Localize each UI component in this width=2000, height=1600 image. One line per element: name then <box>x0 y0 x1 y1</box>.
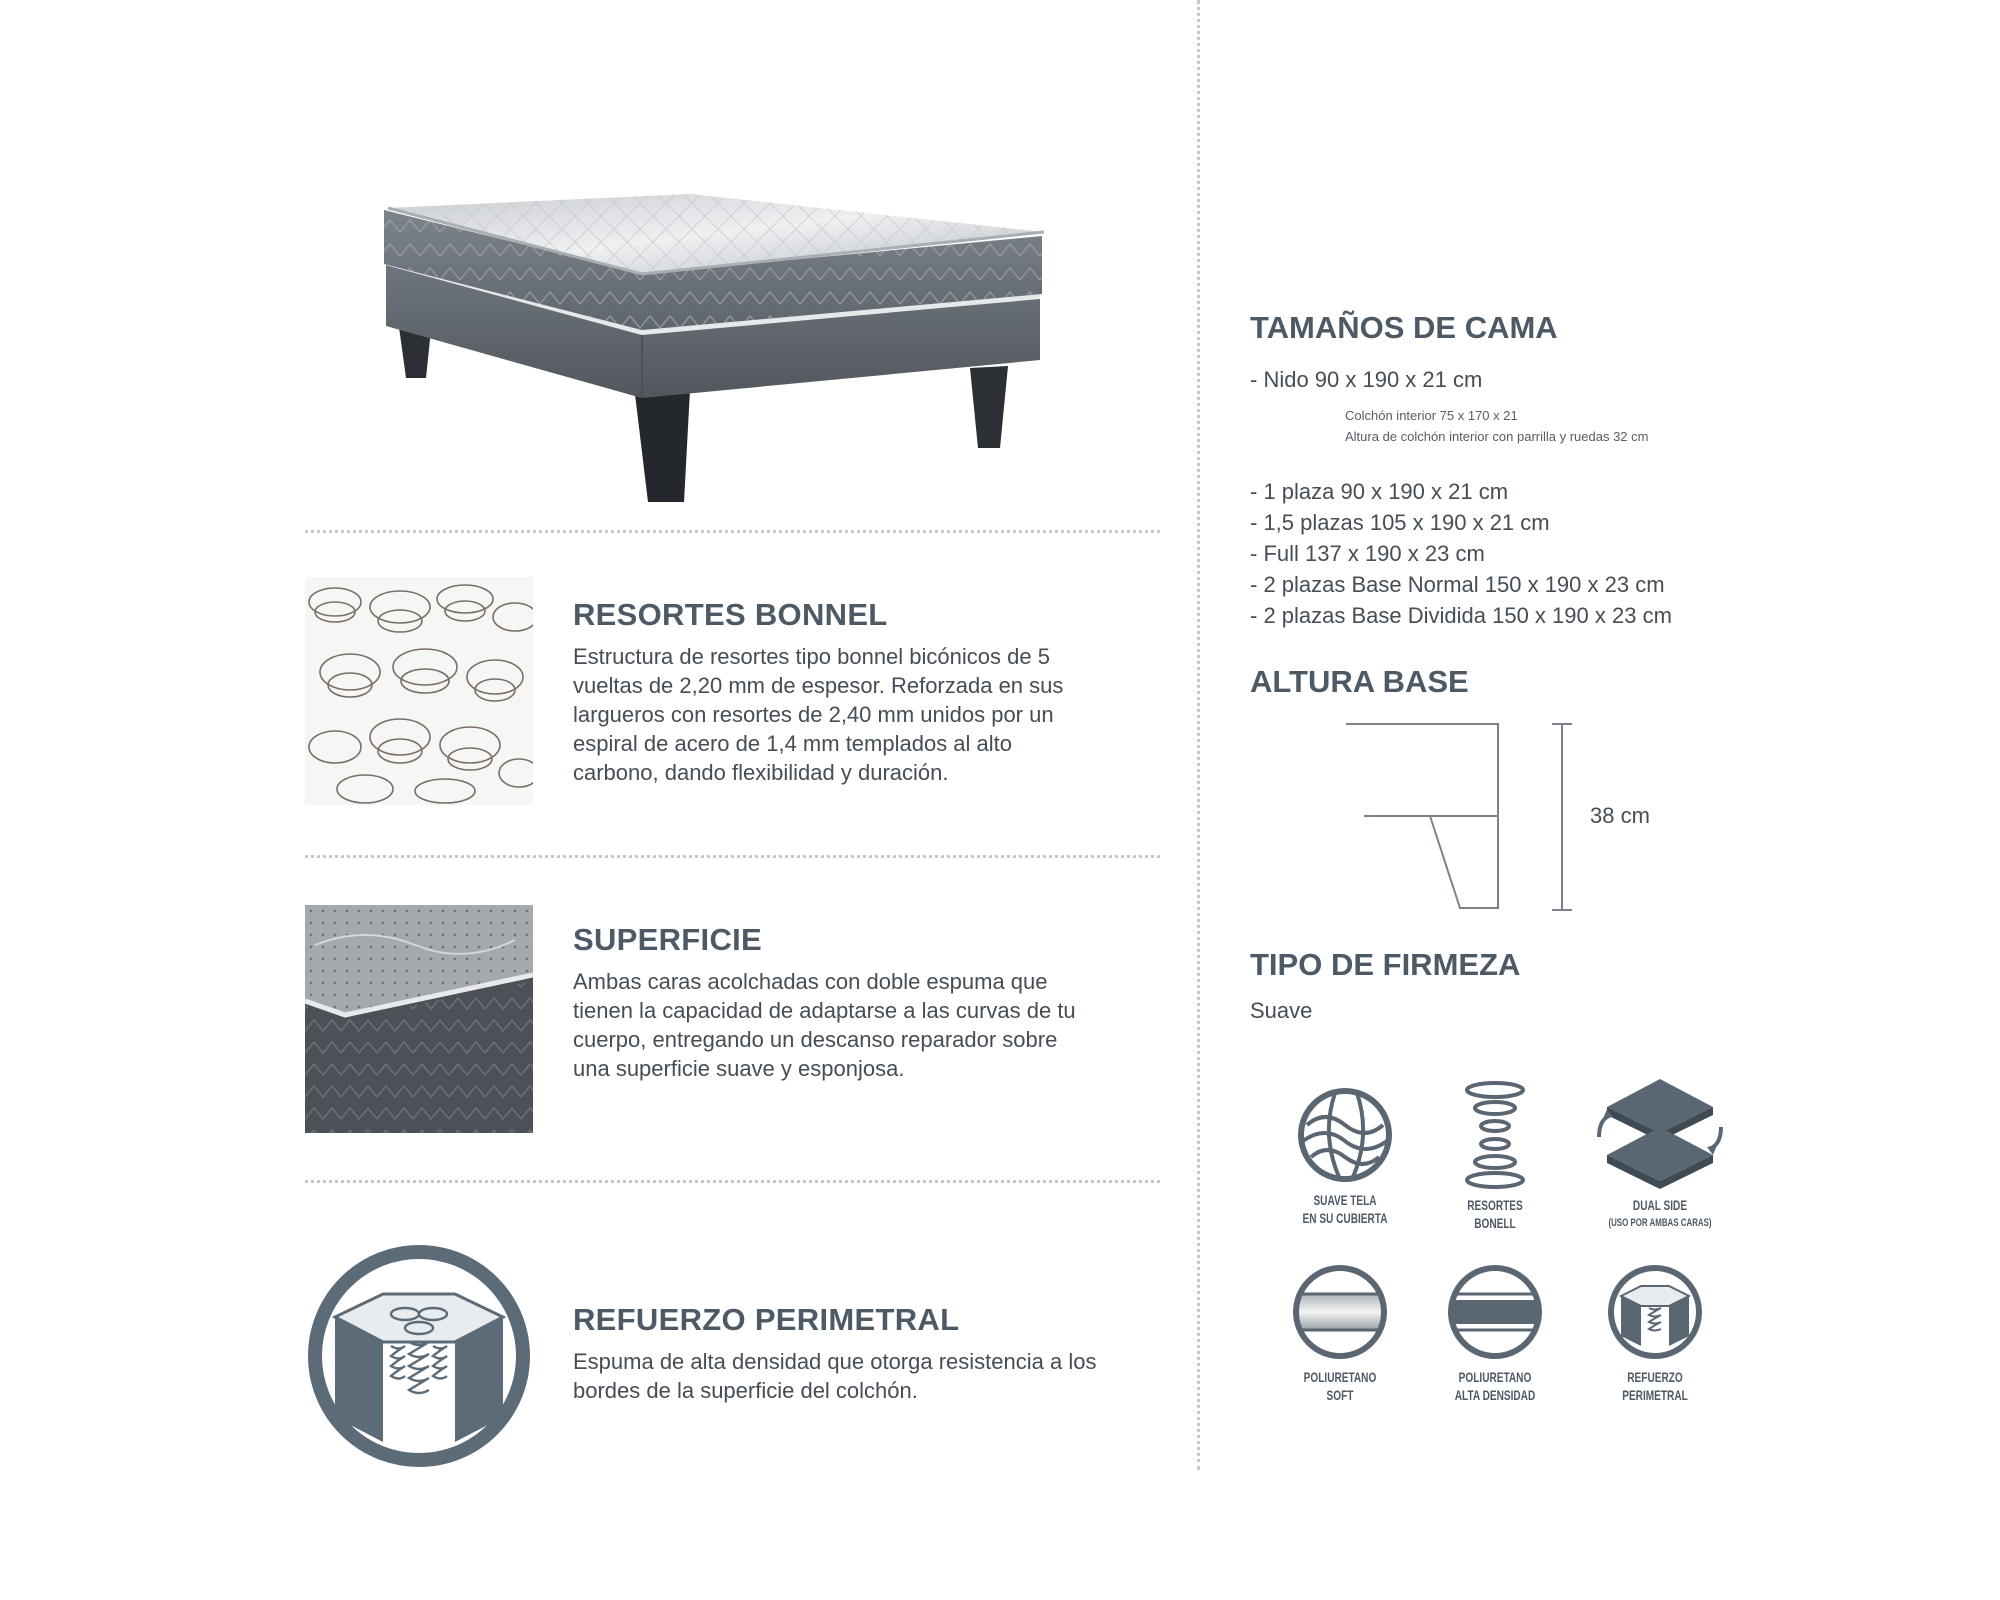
icon-label: POLIURETANO SOFT <box>1303 1369 1377 1403</box>
dual-side-icon <box>1595 1075 1725 1190</box>
description-line: Ambas caras acolchadas con doble espuma que <box>573 969 1048 994</box>
feature-title-surface: SUPERFICIE <box>573 922 763 957</box>
icon-label: RESORTES BONELL <box>1467 1197 1523 1231</box>
bonnel-springs-image <box>305 577 533 805</box>
nido-notes <box>1345 405 1648 447</box>
feature-description-perimeter <box>573 1347 1193 1405</box>
description-line: cuerpo, entregando un descanso reparador sobre <box>573 1027 1058 1052</box>
size-item: - Full 137 x 190 x 23 cm <box>1250 541 1485 566</box>
feature-title-perimeter: REFUERZO PERIMETRAL <box>573 1302 960 1337</box>
icon-cell-dual-side <box>1585 1075 1735 1232</box>
icon-cell-soft-foam <box>1265 1262 1415 1404</box>
description-line: tienen la capacidad de adaptarse a las curvas de tu <box>573 998 1076 1023</box>
firmness-title: TIPO DE FIRMEZA <box>1250 947 1521 982</box>
description-line: largueros con resortes de 2,40 mm unidos por un <box>573 702 1054 727</box>
icon-label: SUAVE TELA EN SU CUBIERTA <box>1302 1192 1388 1226</box>
feature-title-bonnel: RESORTES BONNEL <box>573 597 888 632</box>
firmness-value: Suave <box>1250 998 1313 1023</box>
nido-note-line: Altura de colchón interior con parrilla y ruedas 32 cm <box>1345 429 1649 444</box>
description-line: una superficie suave y esponjosa. <box>573 1056 905 1081</box>
quilted-surface-image <box>305 905 533 1133</box>
dense-foam-icon <box>1445 1262 1545 1362</box>
base-height-diagram <box>1340 718 1590 918</box>
icon-label: POLIURETANO ALTA DENSIDAD <box>1454 1369 1536 1403</box>
divider-line <box>305 1180 1160 1183</box>
size-item: - 1 plaza 90 x 190 x 21 cm <box>1250 479 1509 504</box>
description-line: bordes de la superficie del colchón. <box>573 1378 918 1403</box>
icon-cell-fabric <box>1270 1085 1420 1227</box>
description-line: carbono, dando flexibilidad y duración. <box>573 760 949 785</box>
size-item-nido: - Nido 90 x 190 x 21 cm <box>1250 367 1483 392</box>
feature-description-bonnel <box>573 642 1173 787</box>
icon-label: DUAL SIDE (USO POR AMBAS CARAS) <box>1608 1197 1712 1229</box>
size-list <box>1250 476 1672 631</box>
description-line: Espuma de alta densidad que otorga resistencia a los <box>573 1349 1097 1374</box>
divider-line <box>305 855 1160 858</box>
description-line: vueltas de 2,20 mm de espesor. Reforzada en sus <box>573 673 1064 698</box>
size-item: - 2 plazas Base Dividida 150 x 190 x 23 cm <box>1250 603 1672 628</box>
nido-note-line: Colchón interior 75 x 170 x 21 <box>1345 408 1518 423</box>
feature-description-surface <box>573 967 1173 1083</box>
icon-cell-dense-foam <box>1420 1262 1570 1404</box>
soft-foam-icon <box>1290 1262 1390 1362</box>
spring-icon <box>1460 1080 1530 1190</box>
base-height-title: ALTURA BASE <box>1250 664 1469 699</box>
perimeter-reinforcement-icon <box>1605 1262 1705 1362</box>
description-line: Estructura de resortes tipo bonnel bicónicos de 5 <box>573 644 1050 669</box>
perimeter-reinforcement-icon <box>305 1242 533 1470</box>
icon-cell-spring <box>1420 1080 1570 1232</box>
description-line: espiral de acero de 1,4 mm templados al alto <box>573 731 1013 756</box>
fabric-ball-icon <box>1295 1085 1395 1185</box>
bed-product-image <box>380 190 1050 510</box>
size-item: - 2 plazas Base Normal 150 x 190 x 23 cm <box>1250 572 1665 597</box>
icon-cell-perimeter <box>1580 1262 1730 1404</box>
divider-line <box>305 530 1160 533</box>
bed-sizes-title: TAMAÑOS DE CAMA <box>1250 310 1558 345</box>
base-height-value: 38 cm <box>1590 803 1650 828</box>
vertical-divider <box>1197 0 1200 1470</box>
size-item: - 1,5 plazas 105 x 190 x 21 cm <box>1250 510 1550 535</box>
icon-label: REFUERZO PERIMETRAL <box>1622 1369 1688 1403</box>
